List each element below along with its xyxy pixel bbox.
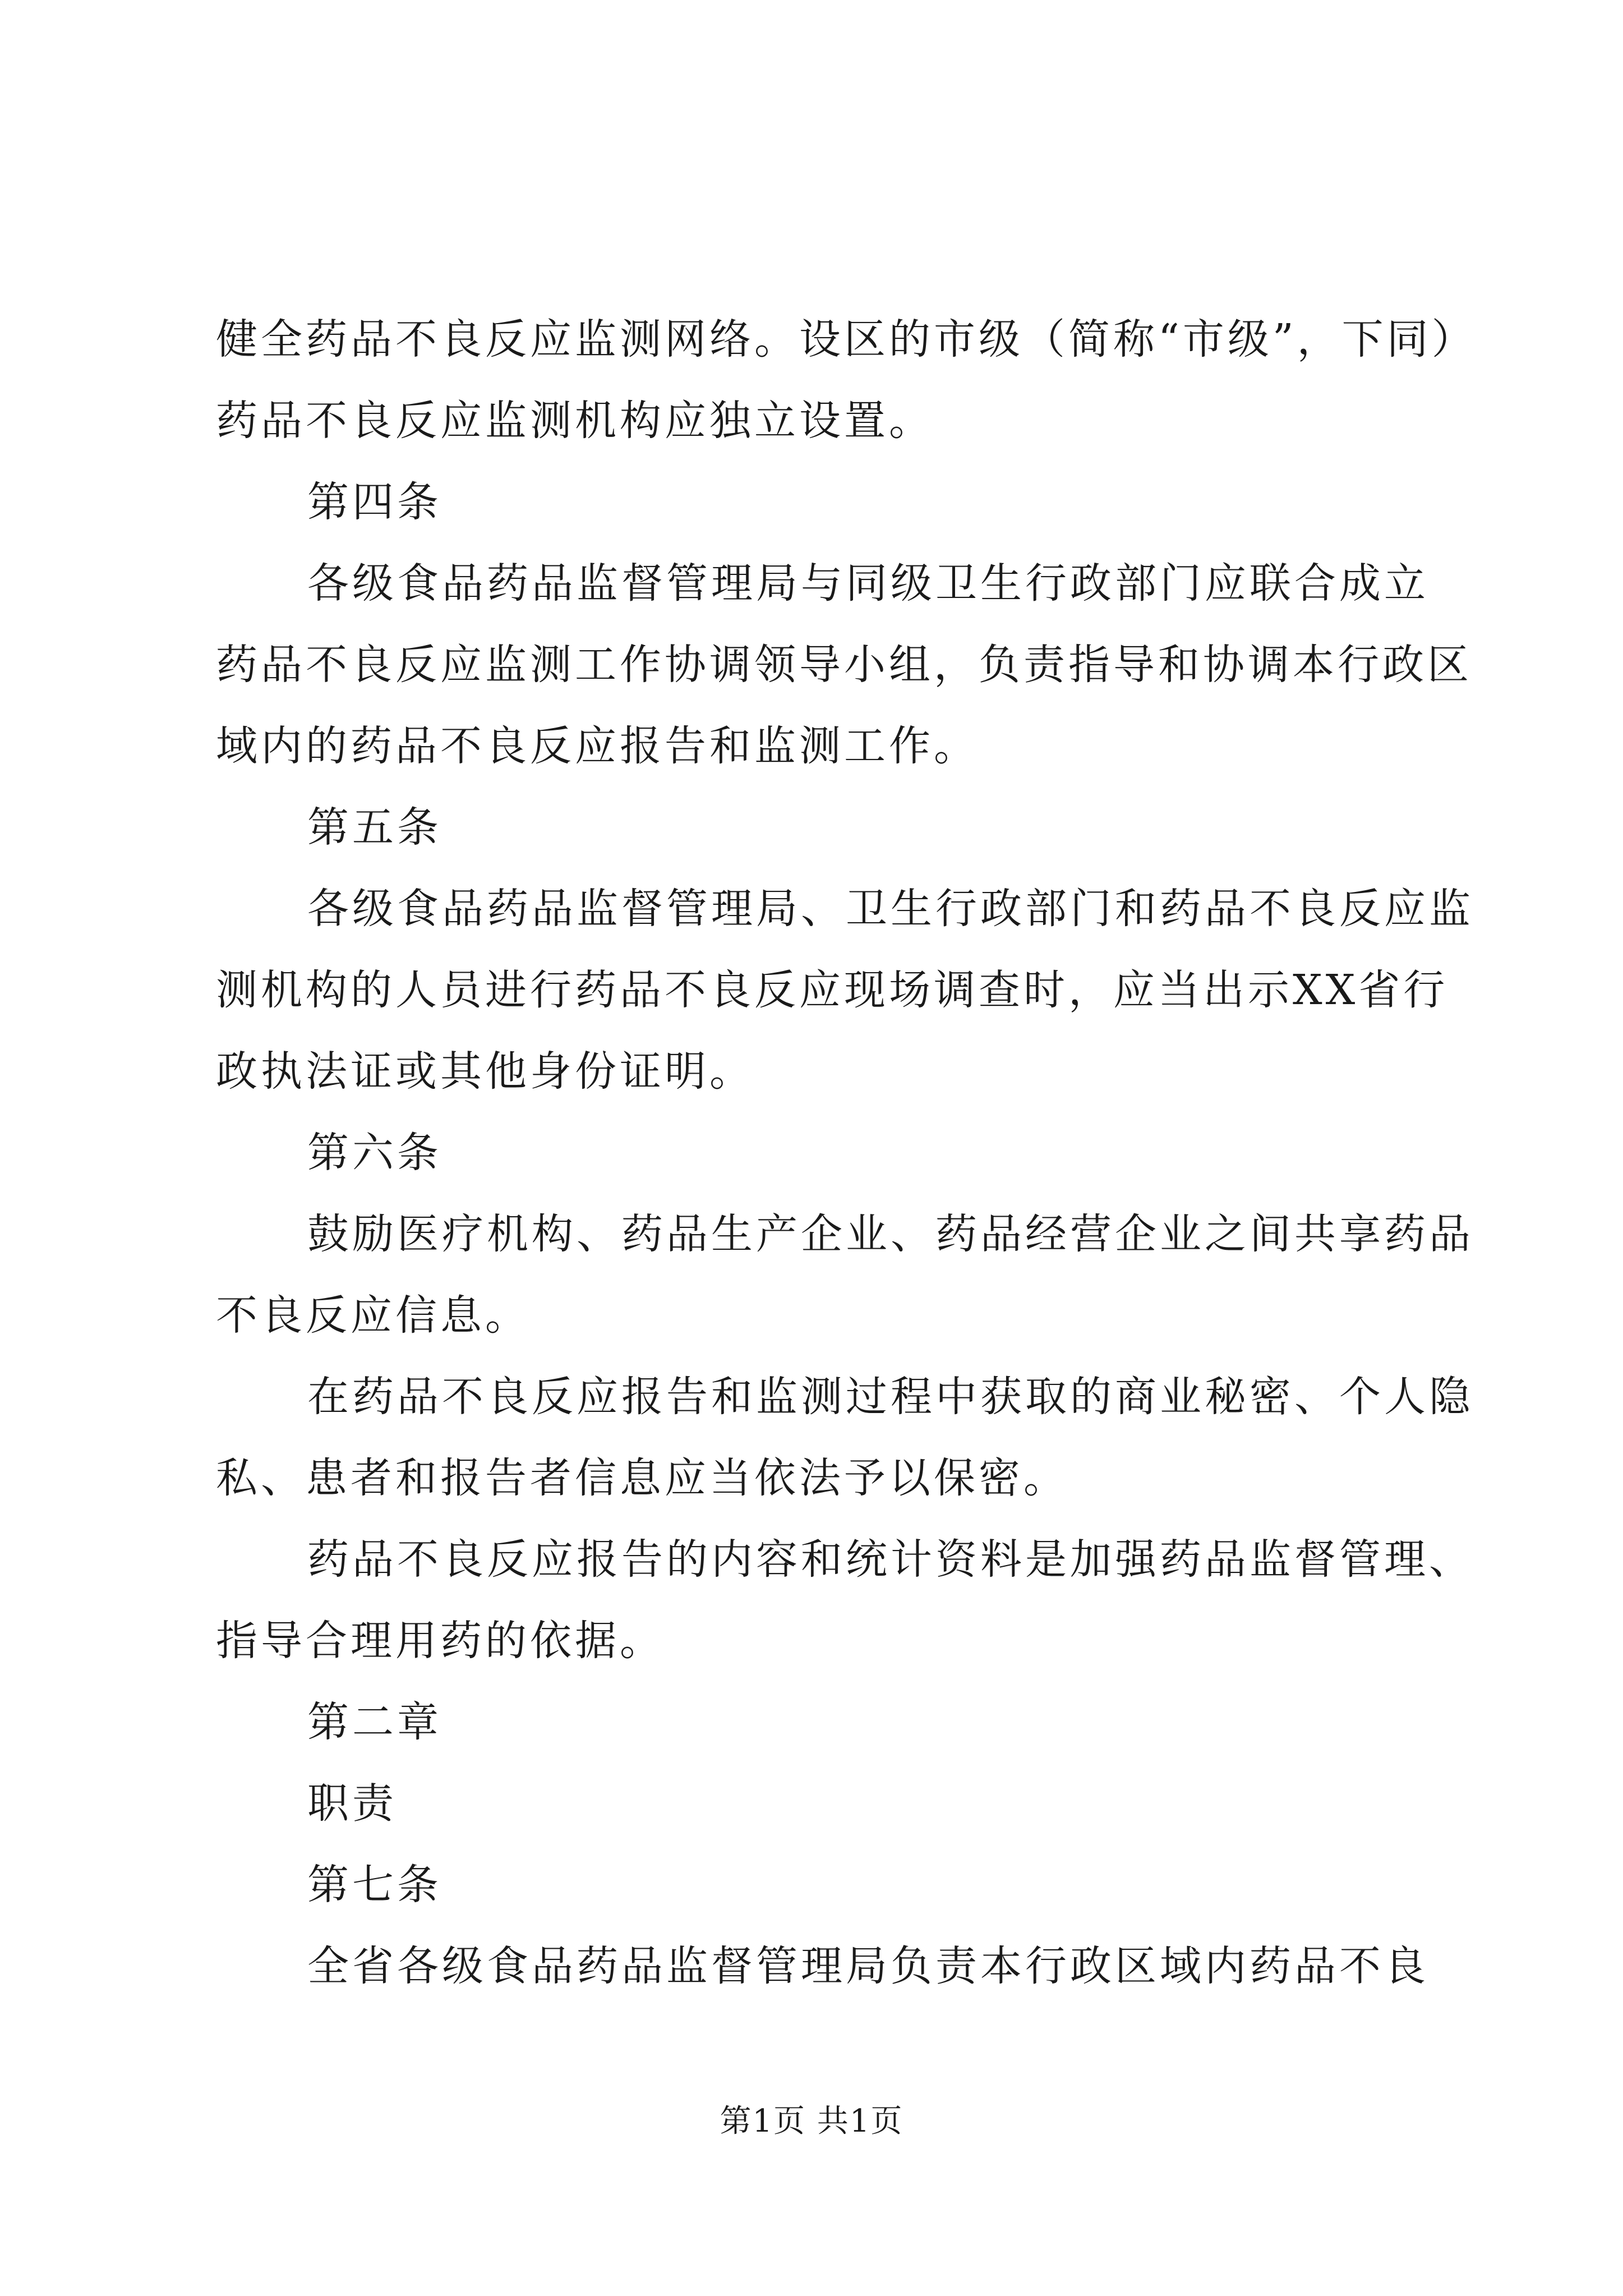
text-line: 政执法证或其他身份证明。 <box>216 1047 754 1096</box>
text-line: 在药品不良反应报告和监测过程中获取的商业秘密、个人隐 <box>307 1373 1474 1421</box>
article-heading: 第四条 <box>307 478 442 526</box>
text-line: 鼓励医疗机构、药品生产企业、药品经营企业之间共享药品 <box>307 1210 1474 1258</box>
text-line: 药品不良反应监测工作协调领导小组，负责指导和协调本行政区 <box>216 641 1472 689</box>
chapter-heading: 第二章 <box>307 1698 442 1746</box>
article-heading: 第五条 <box>307 803 442 852</box>
page-footer: 第1页 共1页 <box>720 2103 903 2139</box>
text-line: 私、患者和报告者信息应当依法予以保密。 <box>216 1454 1068 1502</box>
text-line: 域内的药品不良反应报告和监测工作。 <box>216 722 979 770</box>
text-line: 各级食品药品监督管理局与同级卫生行政部门应联合成立 <box>307 559 1429 608</box>
text-line: 不良反应信息。 <box>216 1291 530 1340</box>
text-line: 药品不良反应报告的内容和统计资料是加强药品监督管理、 <box>307 1535 1474 1584</box>
chapter-title: 职责 <box>307 1779 397 1828</box>
article-heading: 第六条 <box>307 1129 442 1177</box>
text-line: 健全药品不良反应监测网络。设区的市级（简称“市级”，下同） <box>216 315 1477 364</box>
text-line: 指导合理用药的依据。 <box>216 1617 665 1665</box>
text-line: 各级食品药品监督管理局、卫生行政部门和药品不良反应监 <box>307 885 1474 933</box>
text-line: 全省各级食品药品监督管理局负责本行政区域内药品不良 <box>307 1942 1429 1990</box>
article-heading: 第七条 <box>307 1861 442 1909</box>
text-line: 药品不良反应监测机构应独立设置。 <box>216 397 934 445</box>
text-line: 测机构的人员进行药品不良反应现场调查时，应当出示XX省行 <box>216 966 1449 1014</box>
